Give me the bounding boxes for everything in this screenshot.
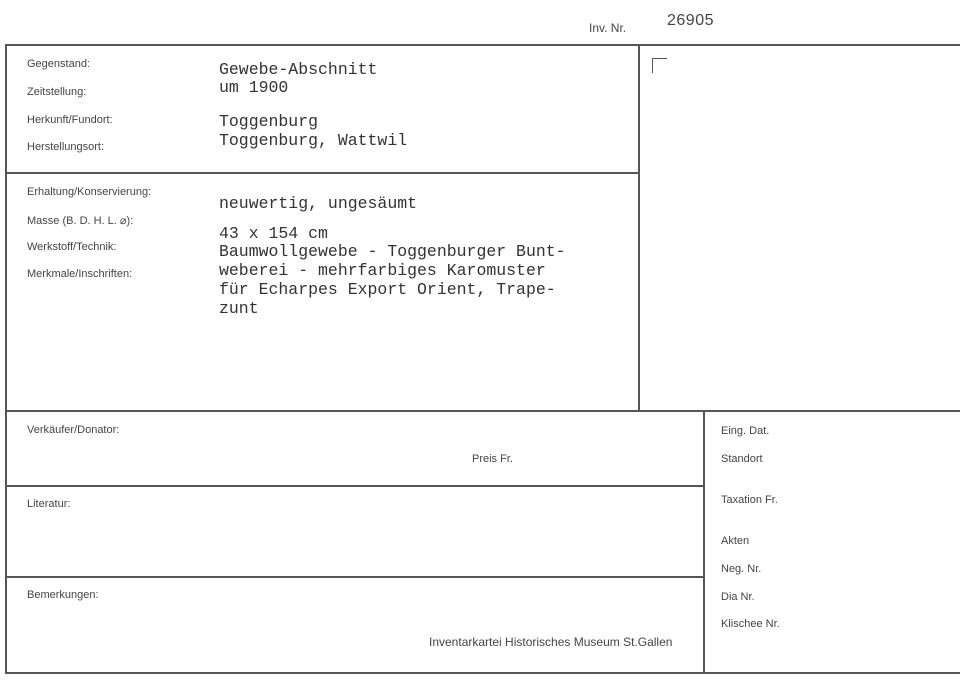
werkstoff-line: für Echarpes Export Orient, Trape-	[219, 280, 556, 299]
eing-dat-label: Eing. Dat.	[721, 425, 770, 437]
preis-label: Preis Fr.	[472, 453, 513, 465]
merkmale-label: Merkmale/Inschriften:	[27, 268, 133, 280]
gegenstand-label: Gegenstand:	[27, 58, 90, 70]
left-border	[5, 44, 7, 674]
standort-label: Standort	[721, 453, 763, 465]
footer-text: Inventarkartei Historisches Museum St.Gallen	[429, 635, 673, 649]
neg-nr-label: Neg. Nr.	[721, 563, 762, 575]
lower-column-divider	[703, 410, 705, 673]
section-divider-3	[5, 485, 704, 487]
verkaeufer-label: Verkäufer/Donator:	[27, 424, 120, 436]
section-divider-4	[5, 576, 704, 578]
bemerkungen-label: Bemerkungen:	[27, 589, 99, 601]
gegenstand-value: Gewebe-Abschnitt	[219, 60, 378, 79]
corner-mark	[652, 58, 667, 73]
erhaltung-value: neuwertig, ungesäumt	[219, 194, 418, 213]
inv-nr-label: Inv. Nr.	[589, 21, 627, 35]
bottom-border	[5, 672, 960, 674]
inv-number: 26905	[667, 12, 714, 29]
literatur-label: Literatur:	[27, 498, 71, 510]
werkstoff-value	[219, 242, 566, 318]
akten-label: Akten	[721, 535, 750, 547]
werkstoff-line: zunt	[219, 299, 259, 318]
upper-column-divider	[638, 44, 640, 411]
klischee-nr-label: Klischee Nr.	[721, 618, 780, 630]
masse-label: Masse (B. D. H. L. ⌀):	[27, 215, 134, 227]
zeitstellung-label: Zeitstellung:	[27, 86, 87, 98]
werkstoff-line: Baumwollgewebe - Toggenburger Bunt-	[219, 242, 566, 261]
taxation-label: Taxation Fr.	[721, 494, 778, 506]
zeitstellung-value: um 1900	[219, 78, 289, 97]
section-divider-1	[5, 172, 639, 174]
herkunft-label: Herkunft/Fundort:	[27, 114, 113, 126]
dia-nr-label: Dia Nr.	[721, 591, 755, 603]
masse-value: 43 x 154 cm	[219, 224, 328, 243]
herstellungsort-value: Toggenburg, Wattwil	[219, 131, 408, 150]
herstellungsort-label: Herstellungsort:	[27, 141, 105, 153]
werkstoff-label: Werkstoff/Technik:	[27, 241, 117, 253]
herkunft-value: Toggenburg	[219, 112, 319, 131]
section-divider-2	[5, 410, 960, 412]
werkstoff-line: weberei - mehrfarbiges Karomuster	[219, 261, 546, 280]
erhaltung-label: Erhaltung/Konservierung:	[27, 186, 152, 198]
top-border	[5, 44, 960, 46]
